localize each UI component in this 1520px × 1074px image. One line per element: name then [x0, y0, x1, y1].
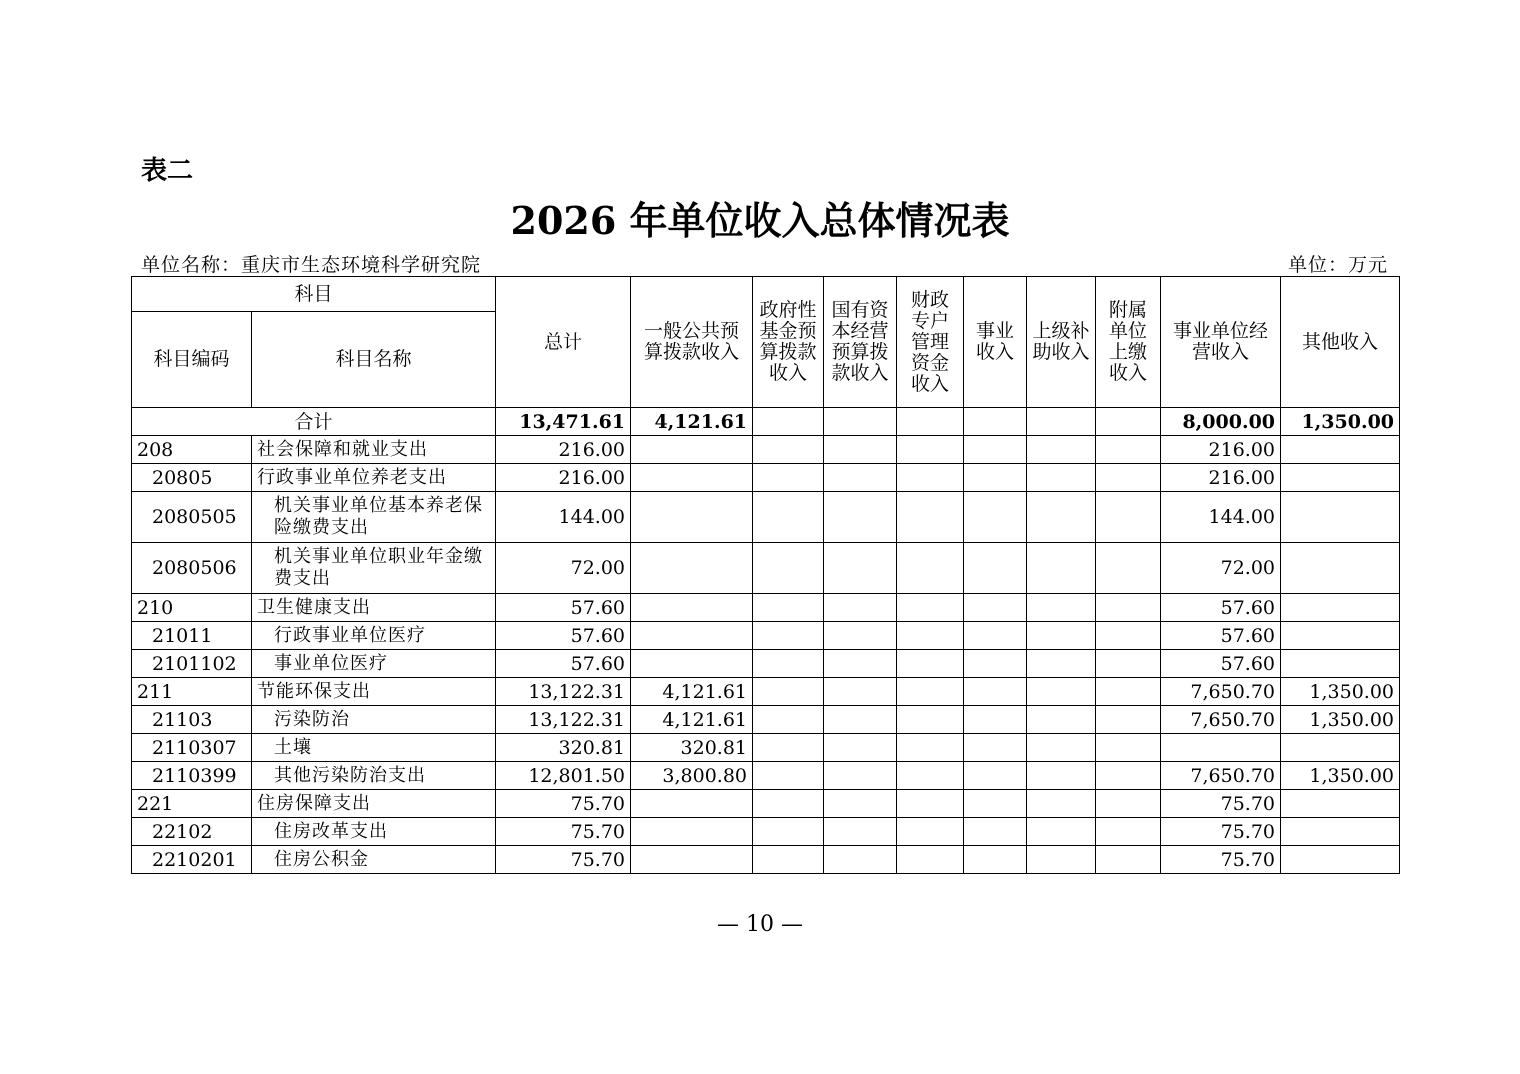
value-cell	[1281, 846, 1400, 874]
table-row	[132, 846, 1400, 874]
subject-code: 2110399	[132, 762, 252, 790]
value-cell: 7,650.70	[1161, 706, 1281, 734]
value-cell	[631, 622, 753, 650]
value-cell: 72.00	[496, 543, 631, 594]
value-cell	[1096, 790, 1161, 818]
value-cell	[1027, 762, 1096, 790]
value-cell	[753, 464, 824, 492]
table-row	[132, 492, 1400, 543]
value-cell	[964, 678, 1027, 706]
value-cell	[897, 818, 964, 846]
value-cell	[753, 622, 824, 650]
value-cell: 57.60	[1161, 622, 1281, 650]
header-superior-subsidy: 上级补助收入	[1027, 277, 1096, 408]
value-cell: 75.70	[496, 846, 631, 874]
value-cell: 216.00	[1161, 464, 1281, 492]
value-cell: 75.70	[496, 790, 631, 818]
value-cell	[1027, 846, 1096, 874]
value-cell	[753, 818, 824, 846]
value-cell	[964, 436, 1027, 464]
value-cell	[1096, 762, 1161, 790]
subject-name: 节能环保支出	[252, 678, 496, 706]
value-cell	[824, 678, 897, 706]
value-cell	[1027, 818, 1096, 846]
value-cell	[753, 734, 824, 762]
value-cell: 1,350.00	[1281, 706, 1400, 734]
subject-name: 住房改革支出	[252, 818, 496, 846]
value-cell	[897, 790, 964, 818]
unit-name: 单位名称：重庆市生态环境科学研究院	[141, 254, 482, 276]
value-cell	[631, 594, 753, 622]
value-cell	[1096, 594, 1161, 622]
value-cell	[824, 492, 897, 543]
table-row	[132, 734, 1400, 762]
value-cell: 75.70	[496, 818, 631, 846]
value-cell	[1096, 678, 1161, 706]
income-table	[131, 276, 1400, 874]
value-cell	[964, 706, 1027, 734]
value-cell: 57.60	[1161, 594, 1281, 622]
value-cell	[897, 650, 964, 678]
table-row	[132, 762, 1400, 790]
value-cell: 320.81	[631, 734, 753, 762]
value-cell	[753, 790, 824, 818]
value-cell	[824, 734, 897, 762]
value-cell	[1281, 650, 1400, 678]
value-cell: 144.00	[496, 492, 631, 543]
value-cell	[631, 650, 753, 678]
value-cell	[1096, 846, 1161, 874]
value-cell	[753, 492, 824, 543]
value-cell	[1027, 734, 1096, 762]
value-cell	[753, 706, 824, 734]
table-row	[132, 650, 1400, 678]
value-cell: 216.00	[496, 464, 631, 492]
value-cell	[1096, 543, 1161, 594]
header-subject-name: 科目名称	[252, 312, 496, 408]
header-subject-group: 科目	[132, 277, 496, 312]
value-cell: 1,350.00	[1281, 762, 1400, 790]
value-cell	[631, 846, 753, 874]
total-cell	[824, 408, 897, 436]
value-cell	[631, 464, 753, 492]
table-row	[132, 436, 1400, 464]
total-label: 合计	[132, 408, 496, 436]
subject-code: 21011	[132, 622, 252, 650]
value-cell: 1,350.00	[1281, 678, 1400, 706]
total-cell: 13,471.61	[496, 408, 631, 436]
total-row	[132, 408, 1400, 436]
table-row	[132, 678, 1400, 706]
subject-name: 住房保障支出	[252, 790, 496, 818]
page-number: — 10 —	[717, 912, 803, 937]
value-cell	[753, 678, 824, 706]
table-row	[132, 706, 1400, 734]
value-cell	[897, 678, 964, 706]
value-cell	[1096, 818, 1161, 846]
value-cell	[753, 650, 824, 678]
value-cell	[824, 622, 897, 650]
subject-code: 211	[132, 678, 252, 706]
value-cell	[964, 464, 1027, 492]
table-row	[132, 464, 1400, 492]
value-cell: 75.70	[1161, 790, 1281, 818]
total-cell: 8,000.00	[1161, 408, 1281, 436]
value-cell	[753, 436, 824, 464]
value-cell: 7,650.70	[1161, 678, 1281, 706]
table-row	[132, 790, 1400, 818]
subject-name: 卫生健康支出	[252, 594, 496, 622]
value-cell	[1096, 706, 1161, 734]
value-cell	[1027, 678, 1096, 706]
subject-code: 21103	[132, 706, 252, 734]
table-row	[132, 818, 1400, 846]
value-cell: 3,800.80	[631, 762, 753, 790]
header-operating-income: 事业单位经营收入	[1161, 277, 1281, 408]
subject-name: 住房公积金	[252, 846, 496, 874]
total-cell	[897, 408, 964, 436]
value-cell: 13,122.31	[496, 678, 631, 706]
table-row	[132, 543, 1400, 594]
value-cell	[824, 790, 897, 818]
value-cell	[1027, 706, 1096, 734]
value-cell	[753, 594, 824, 622]
header-fiscal-special: 财政专户管理资金收入	[897, 277, 964, 408]
value-cell: 13,122.31	[496, 706, 631, 734]
value-cell	[1027, 594, 1096, 622]
value-cell	[824, 594, 897, 622]
header-affiliated-payment: 附属单位上缴收入	[1096, 277, 1161, 408]
value-cell	[964, 650, 1027, 678]
value-cell: 144.00	[1161, 492, 1281, 543]
value-cell	[897, 622, 964, 650]
value-cell	[1027, 622, 1096, 650]
value-cell	[824, 543, 897, 594]
value-cell	[1281, 492, 1400, 543]
value-cell	[1161, 734, 1281, 762]
value-cell: 216.00	[496, 436, 631, 464]
value-cell: 57.60	[496, 594, 631, 622]
subject-name: 污染防治	[252, 706, 496, 734]
value-cell: 57.60	[1161, 650, 1281, 678]
subject-code: 20805	[132, 464, 252, 492]
value-cell	[897, 594, 964, 622]
subject-code: 208	[132, 436, 252, 464]
value-cell	[1027, 543, 1096, 594]
value-cell	[824, 846, 897, 874]
total-cell	[753, 408, 824, 436]
value-cell	[1281, 790, 1400, 818]
value-cell: 57.60	[496, 622, 631, 650]
value-cell	[824, 464, 897, 492]
value-cell	[897, 734, 964, 762]
value-cell	[897, 464, 964, 492]
value-cell: 7,650.70	[1161, 762, 1281, 790]
value-cell	[897, 492, 964, 543]
value-cell	[1281, 436, 1400, 464]
value-cell	[1281, 464, 1400, 492]
value-cell	[1096, 734, 1161, 762]
total-cell	[1027, 408, 1096, 436]
subject-code: 2110307	[132, 734, 252, 762]
total-cell	[964, 408, 1027, 436]
header-general-budget: 一般公共预算拨款收入	[631, 277, 753, 408]
value-cell: 216.00	[1161, 436, 1281, 464]
value-cell	[1281, 818, 1400, 846]
total-cell: 1,350.00	[1281, 408, 1400, 436]
value-cell: 4,121.61	[631, 678, 753, 706]
value-cell	[1027, 790, 1096, 818]
value-cell	[824, 436, 897, 464]
value-cell	[1096, 464, 1161, 492]
value-cell: 72.00	[1161, 543, 1281, 594]
value-cell	[1027, 492, 1096, 543]
value-cell	[631, 818, 753, 846]
value-cell	[897, 543, 964, 594]
value-cell	[1027, 464, 1096, 492]
value-cell	[1027, 650, 1096, 678]
unit-measure: 单位：万元	[1287, 254, 1388, 276]
value-cell	[897, 762, 964, 790]
value-cell	[824, 762, 897, 790]
header-total: 总计	[496, 277, 631, 408]
table-row	[132, 594, 1400, 622]
value-cell	[964, 762, 1027, 790]
total-cell: 4,121.61	[631, 408, 753, 436]
value-cell	[824, 818, 897, 846]
subject-name: 机关事业单位基本养老保险缴费支出	[252, 492, 496, 543]
total-cell	[1096, 408, 1161, 436]
header-other-income: 其他收入	[1281, 277, 1400, 408]
value-cell: 75.70	[1161, 846, 1281, 874]
header-state-capital: 国有资本经营预算拨款收入	[824, 277, 897, 408]
page-title: 2026 年单位收入总体情况表	[510, 198, 1010, 243]
value-cell	[897, 706, 964, 734]
value-cell: 12,801.50	[496, 762, 631, 790]
value-cell: 4,121.61	[631, 706, 753, 734]
value-cell: 320.81	[496, 734, 631, 762]
header-business-income: 事业收入	[964, 277, 1027, 408]
subject-code: 2080506	[132, 543, 252, 594]
table-row	[132, 622, 1400, 650]
value-cell	[753, 543, 824, 594]
subject-code: 2210201	[132, 846, 252, 874]
value-cell	[897, 846, 964, 874]
value-cell	[824, 706, 897, 734]
value-cell	[1027, 436, 1096, 464]
subject-name: 行政事业单位养老支出	[252, 464, 496, 492]
value-cell	[964, 846, 1027, 874]
subject-code: 221	[132, 790, 252, 818]
subject-name: 土壤	[252, 734, 496, 762]
value-cell	[1281, 543, 1400, 594]
subject-name: 事业单位医疗	[252, 650, 496, 678]
value-cell	[1096, 622, 1161, 650]
value-cell	[964, 622, 1027, 650]
value-cell	[1096, 650, 1161, 678]
table-label: 表二	[141, 156, 194, 186]
value-cell	[964, 594, 1027, 622]
value-cell	[1096, 492, 1161, 543]
value-cell	[964, 492, 1027, 543]
subject-code: 2080505	[132, 492, 252, 543]
subject-name: 行政事业单位医疗	[252, 622, 496, 650]
subject-name: 机关事业单位职业年金缴费支出	[252, 543, 496, 594]
value-cell	[964, 734, 1027, 762]
subject-name: 其他污染防治支出	[252, 762, 496, 790]
value-cell	[631, 543, 753, 594]
value-cell	[1281, 594, 1400, 622]
value-cell	[1281, 622, 1400, 650]
value-cell	[753, 762, 824, 790]
value-cell	[964, 543, 1027, 594]
value-cell	[1281, 734, 1400, 762]
value-cell	[897, 436, 964, 464]
value-cell	[631, 436, 753, 464]
subject-name: 社会保障和就业支出	[252, 436, 496, 464]
value-cell	[631, 790, 753, 818]
subject-code: 2101102	[132, 650, 252, 678]
subject-code: 210	[132, 594, 252, 622]
header-gov-fund: 政府性基金预算拨款收入	[753, 277, 824, 408]
value-cell	[824, 650, 897, 678]
value-cell	[964, 818, 1027, 846]
value-cell	[631, 492, 753, 543]
value-cell: 57.60	[496, 650, 631, 678]
value-cell	[964, 790, 1027, 818]
value-cell	[753, 846, 824, 874]
header-subject-code: 科目编码	[132, 312, 252, 408]
value-cell: 75.70	[1161, 818, 1281, 846]
value-cell	[1096, 436, 1161, 464]
subject-code: 22102	[132, 818, 252, 846]
